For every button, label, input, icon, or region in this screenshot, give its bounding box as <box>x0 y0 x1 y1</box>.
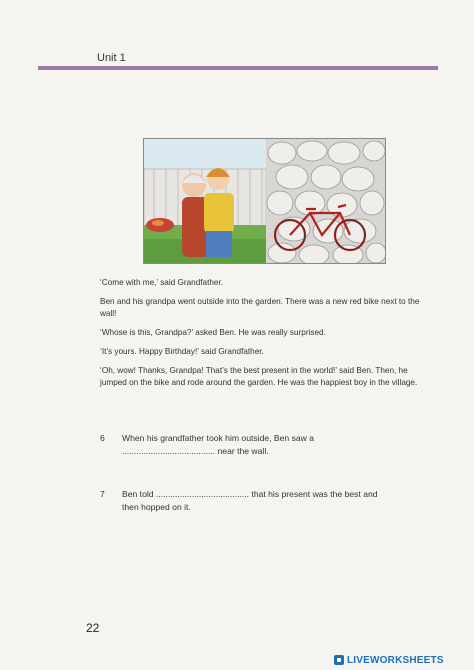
question-number: 7 <box>100 489 105 499</box>
question-line: When his grandfather took him outside, Ben saw a <box>122 433 315 443</box>
header-divider <box>38 66 438 70</box>
liveworksheets-brand[interactable] <box>334 654 444 666</box>
grandfather-and-bike-picture <box>144 139 385 263</box>
question-7 <box>122 488 422 514</box>
question-line: Ben told ....................................... that his present was the best and <box>122 489 378 499</box>
story-paragraph: ‘Whose is this, Grandpa?’ asked Ben. He was really surprised. <box>100 328 326 337</box>
brand-label: LIVEWORKSHEETS <box>347 654 444 666</box>
story-illustration <box>143 138 386 264</box>
question-number: 6 <box>100 433 105 443</box>
page-number: 22 <box>86 621 100 635</box>
story-paragraph: ‘Oh, wow! Thanks, Grandpa! That’s the best present in the world!’ said Ben. Then, he jumped on the bike and rode around the garden. He was the happiest boy in the village. <box>100 366 418 387</box>
liveworksheets-logo-icon <box>334 655 344 665</box>
story-paragraph: ‘It’s yours. Happy Birthday!’ said Grandfather. <box>100 347 264 356</box>
question-6 <box>122 432 422 458</box>
question-line: then hopped on it. <box>122 502 191 512</box>
story-paragraph: Ben and his grandpa went outside into the garden. There was a new red bike next to the wall! <box>100 297 420 318</box>
question-line: ....................................... near the wall. <box>122 446 269 456</box>
unit-title: Unit 1 <box>97 52 126 64</box>
story-paragraph: ‘Come with me,’ said Grandfather. <box>100 278 224 287</box>
